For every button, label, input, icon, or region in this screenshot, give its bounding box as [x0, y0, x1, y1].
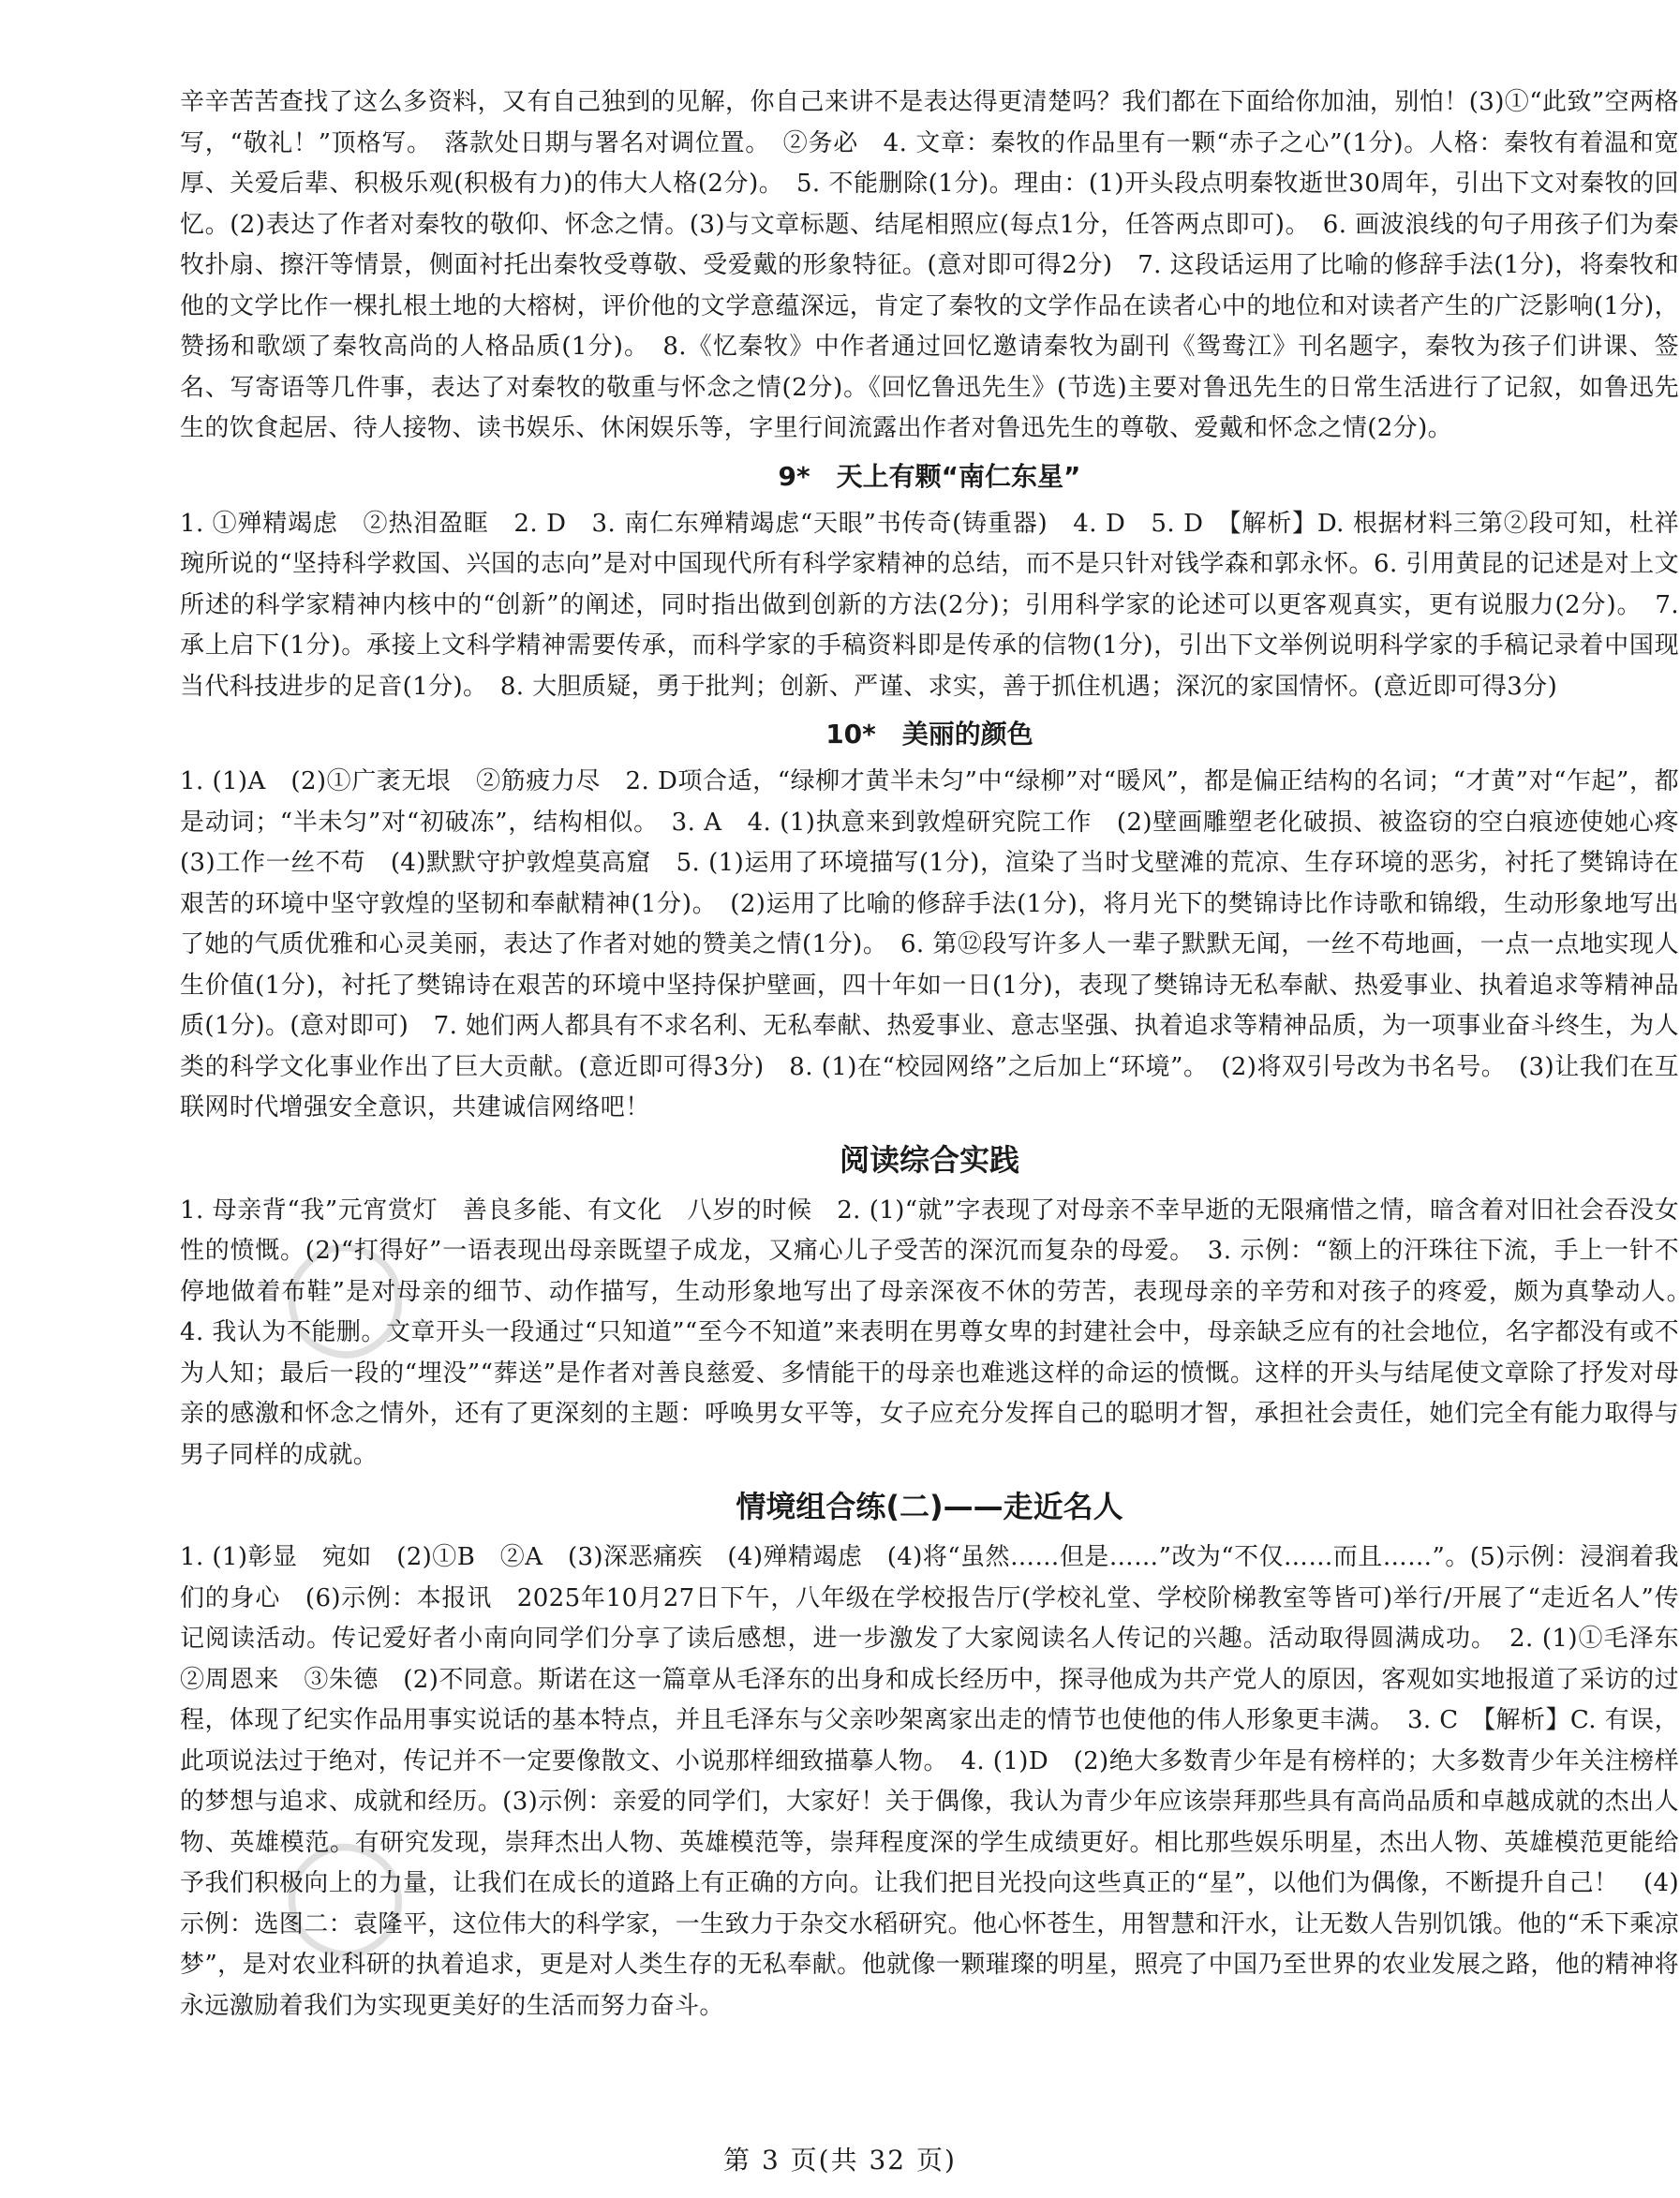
section-title-scenario-practice: 情境组合练(二)——走近名人	[736, 1489, 1123, 1524]
section-title-9: 9* 天上有颗“南仁东星”	[778, 460, 1081, 492]
answer-block-8: 辛辛苦苦查找了这么多资料，又有自己独到的见解，你自己来讲不是表达得更清楚吗？我们都在下面给你加油，别怕！(3)①“此致”空两格写，“敬礼！”顶格写。 落款处日期与署名对调位置。 ②务必 4. 文章：秦牧的作品里有一颗“赤子之心”(1分)。人格：秦牧有着温和宽厚、关爱后辈、积极乐观(积极有力)的伟大人格(2分)。 5. 不能删除(1分)。理由：(1)开头段点明秦牧逝世30周年，引出下文对秦牧的回忆。(2)表达了作者对秦牧的敬仰、怀念之情。(3)与文章标题、结尾相照应(每点1分，任答两点即可)。 6. 画波浪线的句子用孩子们为秦牧扑扇、擦汗等情景，侧面衬托出秦牧受尊敬、受爱戴的形象特征。(意对即可得2分) 7. 这段话运用了比喻的修辞手法(1分)，将秦牧和他的文学比作一棵扎根土地的大榕树，评价他的文学意蕴深远，肯定了秦牧的文学作品在读者心中的地位和对读者产生的广泛影响(1分)，赞扬和歌颂了秦牧高尚的人格品质(1分)。 8.《忆秦牧》中作者通过回忆邀请秦牧为副刊《鸳鸯江》刊名题字，秦牧为孩子们讲课、签名、写寄语等几件事，表达了对秦牧的敬重与怀念之情(2分)。《回忆鲁迅先生》(节选)主要对鲁迅先生的日常生活进行了记叙，如鲁迅先生的饮食起居、待人接物、读书娱乐、休闲娱乐等，字里行间流露出作者对鲁迅先生的尊敬、爱戴和怀念之情(2分)。	[180, 88, 1679, 442]
answer-page	[180, 82, 1679, 2027]
page-number-footer: 第 3 页(共 32 页)	[723, 2145, 957, 2176]
section-title-reading-practice: 阅读综合实践	[839, 1141, 1019, 1178]
answer-block-scenario-practice: 1. (1)彰显 宛如 (2)①B ②A (3)深恶痛疾 (4)殚精竭虑 (4)将“虽然……但是……”改为“不仅……而且……”。(5)示例：浸润着我们的身心 (6)示例：本报讯 2025年10月27日下午，八年级在学校报告厅(学校礼堂、学校阶梯教室等皆可)举行/开展了“走近名人”传记阅读活动。传记爱好者小南向同学们分享了读后感想，进一步激发了大家阅读名人传记的兴趣。活动取得圆满成功。 2. (1)①毛泽东 ②周恩来 ③朱德 (2)不同意。斯诺在这一篇章从毛泽东的出身和成长经历中，探寻他成为共产党人的原因，客观如实地报道了采访的过程，体现了纪实作品用事实说话的基本特点，并且毛泽东与父亲吵架离家出走的情节也使他的伟人形象更丰满。 3. C 【解析】C. 有误，此项说法过于绝对，传记并不一定要像散文、小说那样细致描摹人物。 4. (1)D (2)绝大多数青少年是有榜样的；大多数青少年关注榜样的梦想与追求、成就和经历。(3)示例：亲爱的同学们，大家好！关于偶像，我认为青少年应该崇拜那些具有高尚品质和卓越成就的杰出人物、英雄模范。有研究发现，崇拜杰出人物、英雄模范等，崇拜程度深的学生成绩更好。相比那些娱乐明星，杰出人物、英雄模范更能给予我们积极向上的力量，让我们在成长的道路上有正确的方向。让我们把目光投向这些真正的“星”，以他们为偶像，不断提升自己！ (4)示例：选图二：袁隆平，这位伟大的科学家，一生致力于杂交水稻研究。他心怀苍生，用智慧和汗水，让无数人告别饥饿。他的“禾下乘凉梦”，是对农业科研的执着追求，更是对人类生存的无私奉献。他就像一颗璀璨的明星，照亮了中国乃至世界的农业发展之路，他的精神将永远激励着我们为实现更美好的生活而努力奋斗。	[180, 1543, 1679, 2020]
answer-block-10: 1. (1)A (2)①广袤无垠 ②筋疲力尽 2. D项合适，“绿柳才黄半未匀”中“绿柳”对“暖风”，都是偏正结构的名词；“才黄”对“乍起”，都是动词；“半未匀”对“初破冻”，结构相似。 3. A 4. (1)执意来到敦煌研究院工作 (2)壁画雕塑老化破损、被盗窃的空白痕迹使她心疼 (3)工作一丝不苟 (4)默默守护敦煌莫高窟 5. (1)运用了环境描写(1分)，渲染了当时戈壁滩的荒凉、生存环境的恶劣，衬托了樊锦诗在艰苦的环境中坚守敦煌的坚韧和奉献精神(1分)。 (2)运用了比喻的修辞手法(1分)，将月光下的樊锦诗比作诗歌和锦缎，生动形象地写出了她的气质优雅和心灵美丽，表达了作者对她的赞美之情(1分)。 6. 第⑫段写许多人一辈子默默无闻，一丝不苟地画，一点一点地实现人生价值(1分)，衬托了樊锦诗在艰苦的环境中坚持保护壁画，四十年如一日(1分)，表现了樊锦诗无私奉献、热爱事业、执着追求等精神品质(1分)。(意对即可) 7. 她们两人都具有不求名利、无私奉献、热爱事业、意志坚强、执着追求等精神品质，为一项事业奋斗终生，为人类的科学文化事业作出了巨大贡献。(意近即可得3分) 8. (1)在“校园网络”之后加上“环境”。 (2)将双引号改为书名号。 (3)让我们在互联网时代增强安全意识，共建诚信网络吧！	[180, 767, 1679, 1121]
watermark-graphic-2: ◯	[272, 1819, 416, 1966]
section-title-10: 10* 美丽的颜色	[825, 719, 1033, 750]
answer-block-reading-practice: 1. 母亲背“我”元宵赏灯 善良多能、有文化 八岁的时候 2. (1)“就”字表现了对母亲不幸早逝的无限痛惜之情，暗含着对旧社会吞没女性的愤慨。(2)“打得好”一语表现出母亲既望子成龙，又痛心儿子受苦的深沉而复杂的母爱。 3. 示例：“额上的汗珠往下流，手上一针不停地做着布鞋”是对母亲的细节、动作描写，生动形象地写出了母亲深夜不休的劳苦，表现母亲的辛劳和对孩子的疼爱，颇为真挚动人。 4. 我认为不能删。文章开头一段通过“只知道”“至今不知道”来表明在男尊女卑的封建社会中，母亲缺乏应有的社会地位，名字都没有或不为人知；最后一段的“埋没”“葬送”是作者对善良慈爱、多情能干的母亲也难逃这样的命运的愤慨。这样的开头与结尾使文章除了抒发对母亲的感激和怀念之情外，还有了更深刻的主题：呼唤男女平等，女子应充分发挥自己的聪明才智，承担社会责任，她们完全有能力取得与男子同样的成就。	[180, 1196, 1679, 1469]
watermark-graphic-1: ◯	[272, 1219, 416, 1366]
answer-block-9: 1. ①殚精竭虑 ②热泪盈眶 2. D 3. 南仁东殚精竭虑“天眼”书传奇(铸重器) 4. D 5. D 【解析】D. 根据材料三第②段可知，杜祥琬所说的“坚持科学救国、兴国的志向”是对中国现代所有科学家精神的总结，而不是只针对钱学森和郭永怀。6. 引用黄昆的记述是对上文所述的科学家精神内核中的“创新”的阐述，同时指出做到创新的方法(2分)；引用科学家的论述可以更客观真实，更有说服力(2分)。 7. 承上启下(1分)。承接上文科学精神需要传承，而科学家的手稿资料即是传承的信物(1分)，引出下文举例说明科学家的手稿记录着中国现当代科技进步的足音(1分)。 8. 大胆质疑，勇于批判；创新、严谨、求实，善于抓住机遇；深沉的家国情怀。(意近即可得3分)	[180, 509, 1679, 701]
